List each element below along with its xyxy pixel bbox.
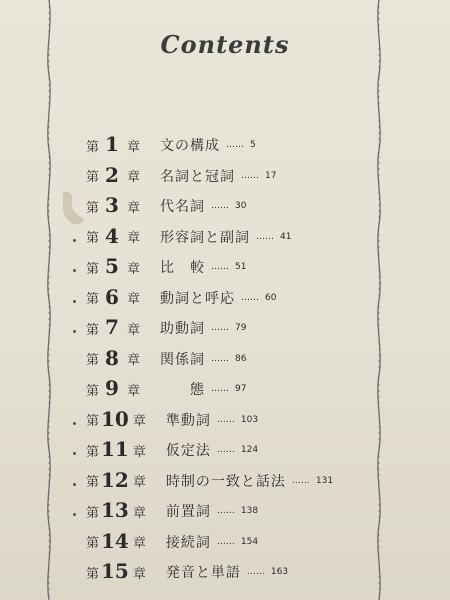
leader-dots: …… — [211, 201, 230, 212]
chapter-prefix: 第 — [86, 505, 100, 521]
chapter-title: 代名詞 — [160, 199, 206, 216]
chapter-title: 態 — [160, 382, 206, 399]
leader-dots: …… — [211, 262, 230, 273]
page-number: 163 — [270, 567, 289, 578]
chapter-number: 10 — [101, 406, 129, 431]
chapter-number: 2 — [105, 162, 119, 187]
leader-dots: …… — [216, 536, 235, 547]
toc-entry — [74, 344, 374, 375]
leader-dots: …… — [211, 384, 230, 395]
table-of-contents — [74, 130, 374, 588]
chapter-title: 文の構成 — [160, 138, 221, 155]
chapter-number: 13 — [101, 498, 129, 523]
chapter-suffix: 章 — [127, 353, 141, 369]
left-decorative-border — [42, 0, 56, 600]
chapter-prefix: 第 — [86, 414, 100, 430]
chapter-prefix: 第 — [86, 231, 100, 247]
chapter-suffix: 章 — [132, 566, 146, 582]
page-number: 79 — [235, 323, 247, 334]
margin-dot — [73, 452, 76, 455]
toc-entry — [74, 496, 374, 527]
margin-dot — [73, 513, 76, 516]
margin-dot — [73, 239, 76, 242]
chapter-suffix: 章 — [127, 231, 141, 247]
chapter-suffix: 章 — [127, 200, 141, 216]
toc-entry — [74, 466, 374, 497]
page-number: 138 — [240, 506, 259, 517]
page-number: 97 — [235, 384, 247, 395]
leader-dots: …… — [241, 170, 260, 181]
leader-dots: …… — [216, 506, 235, 517]
page-number: 51 — [235, 262, 247, 273]
chapter-number: 1 — [105, 132, 119, 157]
margin-dot — [73, 330, 76, 333]
page-number: 154 — [240, 536, 259, 547]
chapter-title: 仮定法 — [165, 443, 211, 460]
margin-dot — [73, 300, 76, 303]
chapter-title: 名詞と冠詞 — [160, 168, 236, 185]
page-number: 30 — [235, 201, 247, 212]
chapter-prefix: 第 — [86, 322, 100, 338]
chapter-suffix: 章 — [132, 414, 146, 430]
chapter-title: 接続詞 — [165, 534, 211, 551]
chapter-suffix: 章 — [127, 322, 141, 338]
toc-entry — [74, 557, 374, 588]
toc-entry — [74, 405, 374, 436]
right-decorative-border — [372, 0, 386, 600]
chapter-number: 8 — [105, 345, 119, 370]
page-number: 17 — [265, 170, 277, 181]
chapter-title: 形容詞と副詞 — [160, 229, 251, 246]
chapter-number: 7 — [105, 315, 119, 340]
chapter-number: 11 — [101, 437, 129, 462]
chapter-prefix: 第 — [86, 566, 100, 582]
toc-entry — [74, 161, 374, 192]
leader-dots: …… — [226, 140, 245, 151]
toc-entry — [74, 252, 374, 283]
page-title: Contents — [160, 30, 290, 59]
toc-entry — [74, 222, 374, 253]
chapter-number: 3 — [105, 193, 119, 218]
chapter-prefix: 第 — [86, 353, 100, 369]
chapter-number: 6 — [105, 284, 119, 309]
chapter-title: 助動詞 — [160, 321, 206, 338]
chapter-prefix: 第 — [86, 292, 100, 308]
chapter-number: 15 — [101, 559, 129, 584]
chapter-suffix: 章 — [127, 261, 141, 277]
margin-dot — [73, 422, 76, 425]
chapter-number: 4 — [105, 223, 119, 248]
leader-dots: …… — [241, 292, 260, 303]
toc-entry — [74, 374, 374, 405]
chapter-title: 動詞と呼応 — [160, 290, 236, 307]
toc-entry — [74, 283, 374, 314]
page-number: 41 — [280, 231, 292, 242]
page-number: 5 — [250, 140, 256, 151]
leader-dots: …… — [216, 414, 235, 425]
chapter-suffix: 章 — [132, 536, 146, 552]
leader-dots: …… — [291, 475, 310, 486]
margin-dot — [73, 483, 76, 486]
chapter-number: 12 — [101, 467, 129, 492]
page-number: 60 — [265, 292, 277, 303]
toc-entry — [74, 191, 374, 222]
chapter-title: 準動詞 — [165, 412, 211, 429]
chapter-prefix: 第 — [86, 139, 100, 155]
chapter-suffix: 章 — [127, 383, 141, 399]
leader-dots: …… — [256, 231, 275, 242]
chapter-prefix: 第 — [86, 170, 100, 186]
toc-entry — [74, 313, 374, 344]
page-number: 131 — [315, 475, 334, 486]
page-number: 103 — [240, 414, 259, 425]
chapter-suffix: 章 — [127, 170, 141, 186]
chapter-suffix: 章 — [132, 475, 146, 491]
toc-entry — [74, 527, 374, 558]
leader-dots: …… — [246, 567, 265, 578]
chapter-suffix: 章 — [132, 505, 146, 521]
chapter-suffix: 章 — [127, 292, 141, 308]
chapter-prefix: 第 — [86, 200, 100, 216]
leader-dots: …… — [211, 323, 230, 334]
chapter-number: 9 — [105, 376, 119, 401]
chapter-suffix: 章 — [132, 444, 146, 460]
chapter-number: 14 — [101, 528, 129, 553]
page-number: 124 — [240, 445, 259, 456]
leader-dots: …… — [216, 445, 235, 456]
chapter-title: 発音と単語 — [165, 565, 241, 582]
chapter-number: 5 — [105, 254, 119, 279]
chapter-prefix: 第 — [86, 536, 100, 552]
chapter-prefix: 第 — [86, 261, 100, 277]
chapter-prefix: 第 — [86, 383, 100, 399]
toc-entry — [74, 130, 374, 161]
leader-dots: …… — [211, 353, 230, 364]
chapter-prefix: 第 — [86, 475, 100, 491]
chapter-title: 比 較 — [160, 260, 206, 277]
chapter-title: 時制の一致と話法 — [165, 473, 286, 490]
chapter-suffix: 章 — [127, 139, 141, 155]
page-number: 86 — [235, 353, 247, 364]
chapter-title: 関係詞 — [160, 351, 206, 368]
chapter-prefix: 第 — [86, 444, 100, 460]
toc-entry — [74, 435, 374, 466]
margin-dot — [73, 269, 76, 272]
chapter-title: 前置詞 — [165, 504, 211, 521]
